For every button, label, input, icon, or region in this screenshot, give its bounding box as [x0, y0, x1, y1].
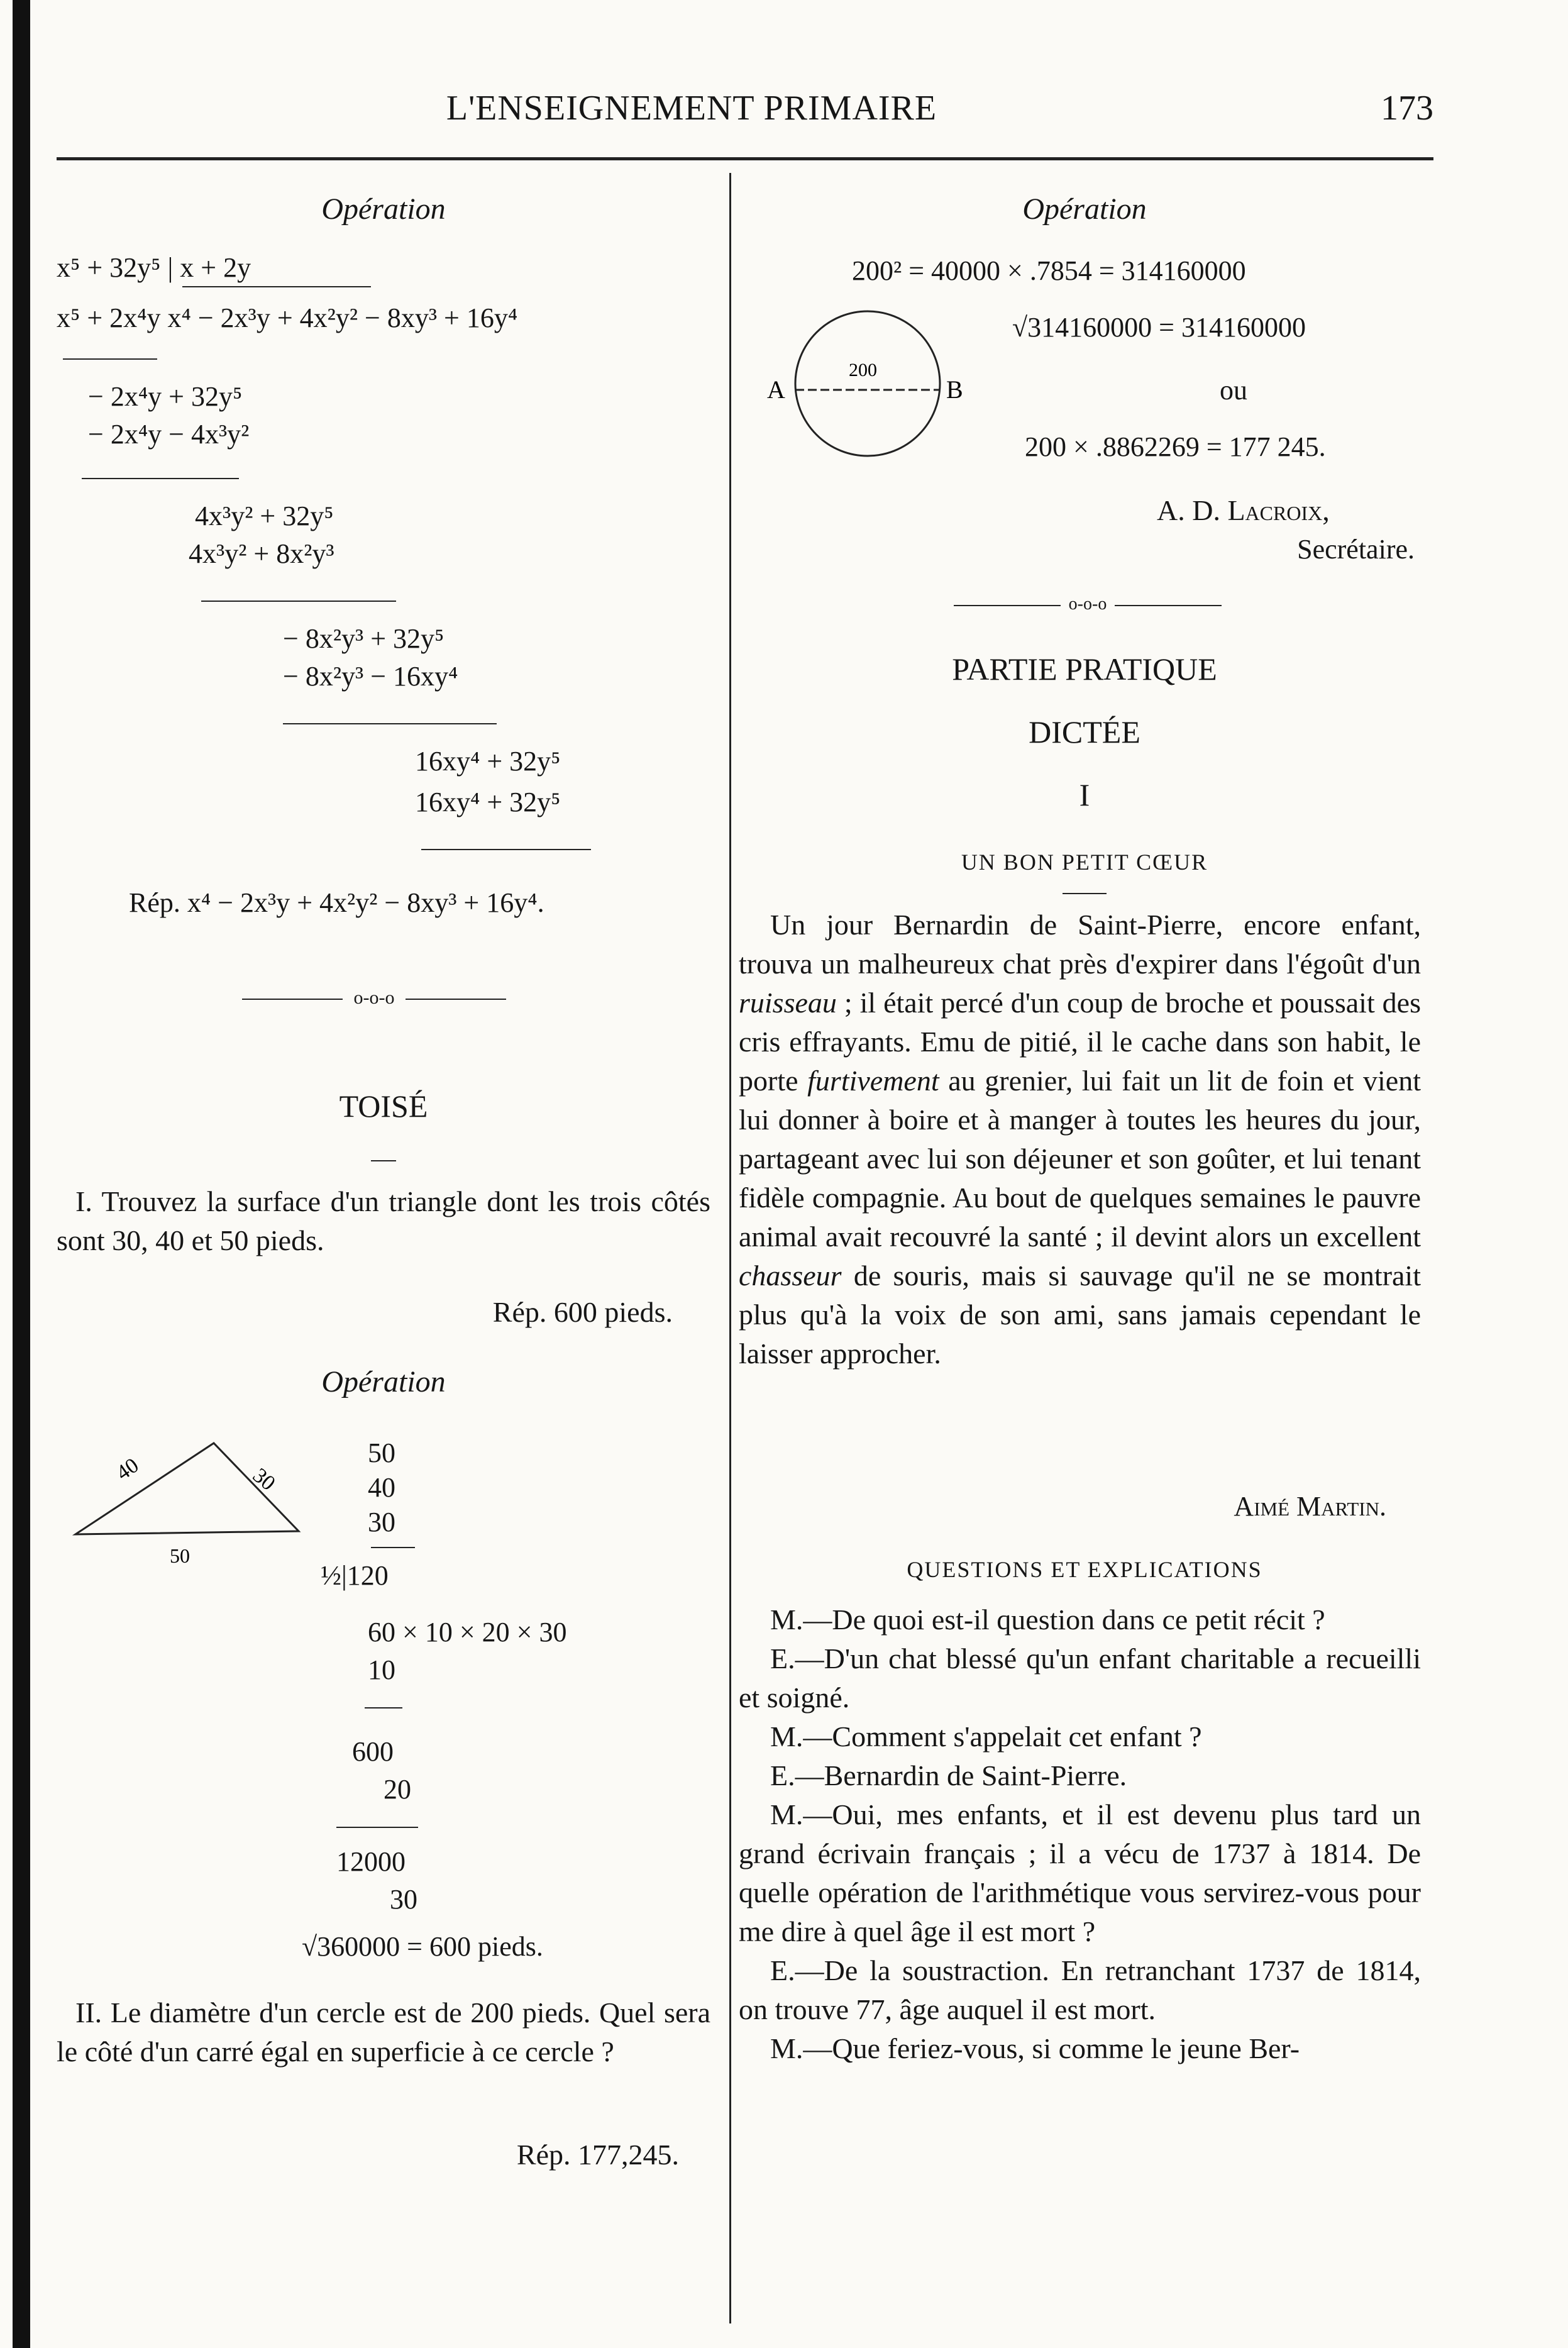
running-title: L'ENSEIGNEMENT PRIMAIRE	[446, 89, 937, 128]
circle-calc-3: 200 × .8862269 = 177 245.	[1025, 431, 1326, 462]
division-bar	[182, 286, 371, 287]
triangle-figure	[63, 1427, 352, 1585]
dialogue-line: E.—De la soustraction. En retranchant 1737 de 1814, on trouve 77, âge auquel il est mort.	[739, 1954, 1421, 2025]
division-line-1: x⁵ + 32y⁵ | x + 2y	[57, 252, 251, 283]
calc-line: 60 × 10 × 20 × 30	[368, 1617, 567, 1647]
section-number: I	[1079, 777, 1090, 812]
calc-line: 10	[368, 1654, 395, 1685]
calc-result: √360000 = 600 pieds.	[302, 1931, 543, 1962]
column-divider	[729, 173, 731, 2323]
triangle-label-30: 30	[248, 1463, 280, 1495]
rule	[365, 1707, 402, 1708]
section-heading-dictee: DICTÉE	[1029, 714, 1140, 750]
dictation-text: Un jour Bernardin de Saint-Pierre, encore enfant, trouva un malheureux chat près d'expirer dans l'égoût d'un ruisseau ; il était percé d'un coup de broche et poussait des cris effrayants. Emu de pitié, il le cache dans son habit, le porte furtivement au grenier, lui fait un lit de foin et vient lui donner à boire et à manger à toutes les heures du jour, partageant avec lui son déjeuner et son goûter, et lui tenant fidèle compagnie. Au bout de quelques semaines le pauvre animal avait recouvré la santé ; il devint alors un excellent chasseur de souris, mais si sauvage qu'il ne se montrait plus qu'à la voix de son ami, sans jamais cependant le laisser approcher.	[739, 909, 1422, 1370]
calc-line: 40	[368, 1472, 395, 1503]
rule	[82, 478, 239, 479]
rule	[336, 1827, 418, 1828]
ornament-divider-right: o-o-o	[924, 594, 1251, 614]
rule	[283, 723, 497, 724]
rule	[201, 601, 396, 602]
dialogue-line: M.—De quoi est-il question dans ce petit récit ?	[770, 1603, 1325, 1636]
division-line-4: − 2x⁴y − 4x³y²	[88, 419, 250, 450]
calc-line: 30	[368, 1507, 395, 1537]
division-line-7: − 8x²y³ + 32y⁵	[283, 623, 444, 654]
questions-heading: QUESTIONS ET EXPLICATIONS	[907, 1557, 1262, 1582]
triangle-label-50: 50	[170, 1544, 190, 1567]
section-heading-partie-pratique: PARTIE PRATIQUE	[952, 651, 1217, 687]
calc-line: ½|120	[321, 1560, 389, 1591]
circle-diameter-label: 200	[849, 360, 877, 380]
calc-line: 12000	[336, 1846, 406, 1877]
operation-heading-2: Opération	[321, 1365, 446, 1398]
section-heading-toise: TOISÉ	[339, 1088, 428, 1124]
rule	[371, 1547, 415, 1548]
dialogue-line: E.—Bernardin de Saint-Pierre.	[770, 1759, 1127, 1791]
page-edge-shadow	[13, 0, 30, 2348]
triangle-label-40: 40	[112, 1453, 143, 1485]
calc-line: 50	[368, 1437, 395, 1468]
dialogue	[739, 1600, 1421, 2068]
circle-figure	[754, 296, 968, 472]
signature-role: Secrétaire.	[1297, 534, 1415, 565]
page-number: 173	[1381, 89, 1433, 128]
dialogue-line: M.—Oui, mes enfants, et il est devenu plus tard un grand écrivain français ; il a vécu de 1737 à 1814. De quelle opération de l'arithmétique vous servirez-vous pour me dire à quel âge il est mort ?	[739, 1798, 1421, 1947]
circle-calc-or: ou	[1220, 375, 1247, 406]
story-title: UN BON PETIT CŒUR	[961, 850, 1208, 875]
answer-2: Rép. 177,245.	[516, 2139, 679, 2171]
rule	[421, 849, 591, 850]
dialogue-line: E.—D'un chat blessé qu'un enfant charitable a recueilli et soigné.	[739, 1642, 1421, 1714]
problem-2: II. Le diamètre d'un cercle est de 200 pieds. Quel sera le côté d'un carré égal en superficie à ce cercle ?	[57, 1996, 710, 2068]
division-line-3: − 2x⁴y + 32y⁵	[88, 381, 243, 412]
division-line-5: 4x³y² + 32y⁵	[195, 501, 334, 531]
header-rule	[57, 157, 1433, 160]
ornament-divider: o-o-o	[207, 987, 541, 1009]
division-line-8: − 8x²y³ − 16xy⁴	[283, 661, 458, 692]
answer-1: Rép. 600 pieds.	[492, 1296, 673, 1328]
dialogue-line: M.—Que feriez-vous, si comme le jeune Ber-	[770, 2032, 1300, 2064]
dialogue-line: M.—Comment s'appelait cet enfant ?	[770, 1720, 1202, 1753]
rule	[371, 1160, 396, 1161]
division-line-6: 4x³y² + 8x²y³	[189, 538, 334, 569]
calc-line: 20	[384, 1774, 411, 1805]
division-line-10: 16xy⁴ + 32y⁵	[415, 787, 561, 817]
calc-line: 600	[352, 1736, 394, 1767]
story-author: Aimé Martin.	[1234, 1491, 1386, 1522]
division-answer: Rép. x⁴ − 2x³y + 4x²y² − 8xy³ + 16y⁴.	[129, 887, 544, 918]
operation-heading: Opération	[321, 192, 446, 226]
circle-calc-2: √314160000 = 314160000	[1012, 312, 1306, 343]
calc-line: 30	[390, 1884, 417, 1915]
division-line-2: x⁵ + 2x⁴y x⁴ − 2x³y + 4x²y² − 8xy³ + 16y⁴	[57, 302, 518, 333]
circle-calc-1: 200² = 40000 × .7854 = 314160000	[852, 255, 1246, 286]
rule	[63, 358, 157, 360]
operation-heading-right: Opération	[1022, 192, 1147, 226]
circle-label-b: B	[946, 375, 963, 404]
rule	[1063, 893, 1107, 894]
problem-1: I. Trouvez la surface d'un triangle dont les trois côtés sont 30, 40 et 50 pieds.	[57, 1185, 710, 1256]
division-line-9: 16xy⁴ + 32y⁵	[415, 746, 561, 777]
circle-label-a: A	[767, 375, 785, 404]
signature-name: A. D. Lacroix,	[1157, 494, 1330, 526]
